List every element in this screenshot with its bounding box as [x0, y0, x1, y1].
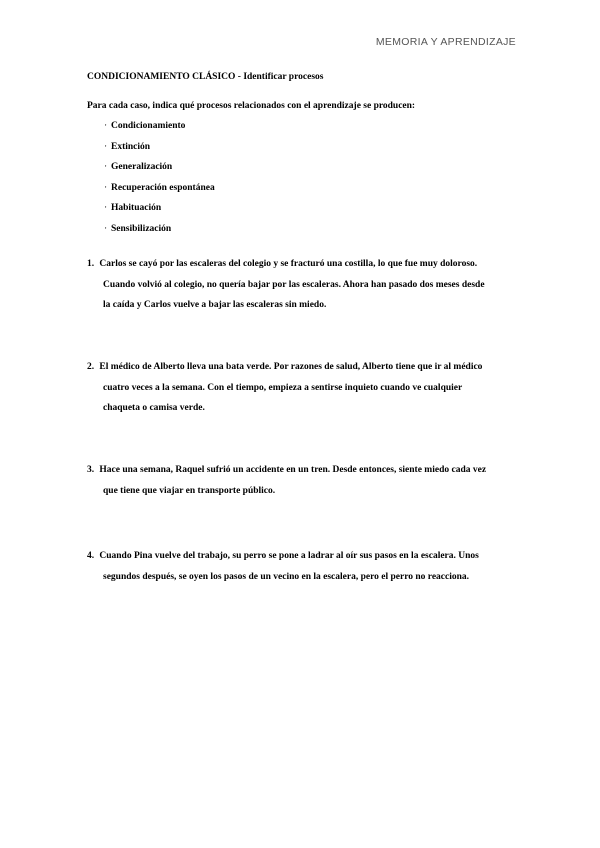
- question-text: El médico de Alberto lleva una bata verde. Por razones de salud, Alberto tiene que ir al médico: [99, 362, 483, 372]
- question-line: que tiene que viajar en transporte público.: [103, 485, 276, 496]
- process-label: Sensibilización: [111, 223, 172, 234]
- question-line: chaqueta o camisa verde.: [103, 403, 205, 413]
- question-1: [87, 254, 517, 316]
- list-item: [104, 222, 215, 243]
- question-number: 4.: [87, 551, 95, 561]
- document-title: [87, 72, 323, 82]
- question-3: [87, 460, 517, 501]
- running-header: MEMORIA Y APRENDIZAJE: [375, 36, 516, 48]
- bullet-icon: ·: [104, 182, 108, 193]
- question-text: Carlos se cayó por las escaleras del colegio y se fracturó una costilla, lo que fue muy doloroso.: [99, 259, 478, 269]
- title-main: CONDICIONAMIENTO CLÁSICO -: [87, 72, 244, 82]
- process-label: Generalización: [111, 162, 173, 172]
- bullet-icon: ·: [104, 141, 108, 152]
- question-number: 2.: [87, 362, 95, 372]
- question-number: 1.: [87, 259, 95, 269]
- list-item: [104, 201, 215, 222]
- question-line: cuatro veces a la semana. Con el tiempo, empieza a sentirse inquieto cuando ve cualquier: [103, 382, 463, 393]
- question-line: [87, 460, 517, 481]
- question-text: Hace una semana, Raquel sufrió un accidente en un tren. Desde entonces, siente miedo cada vez: [99, 465, 487, 475]
- title-subtitle: Identificar procesos: [243, 72, 324, 82]
- question-line: la caída y Carlos vuelve a bajar las escaleras sin miedo.: [103, 300, 327, 310]
- bullet-icon: ·: [104, 203, 108, 213]
- list-item: [104, 140, 215, 161]
- question-line: segundos después, se oyen los pasos de un vecino en la escalera, pero el perro no reacciona.: [103, 571, 470, 582]
- instructions: Para cada caso, indica qué procesos relacionados con el aprendizaje se producen:: [87, 101, 416, 111]
- question-line: Cuando volvió al colegio, no quería bajar por las escaleras. Ahora han pasado dos meses desde: [103, 279, 485, 290]
- question-line: [87, 546, 517, 567]
- bullet-icon: ·: [104, 121, 108, 131]
- process-label: Habituación: [111, 203, 162, 213]
- question-line: [87, 254, 517, 275]
- list-item: [104, 160, 215, 181]
- question-2: [87, 357, 517, 419]
- process-label: Recuperación espontánea: [111, 182, 215, 193]
- bullet-icon: ·: [104, 162, 108, 172]
- list-item: [104, 119, 215, 140]
- process-label: Condicionamiento: [111, 121, 186, 131]
- question-number: 3.: [87, 465, 95, 475]
- list-item: [104, 181, 215, 202]
- question-line: [87, 357, 517, 378]
- bullet-icon: ·: [104, 223, 108, 234]
- process-list: [104, 119, 215, 242]
- question-4: [87, 546, 517, 587]
- question-text: Cuando Pina vuelve del trabajo, su perro se pone a ladrar al oír sus pasos en la escalera. Unos: [99, 551, 479, 561]
- process-label: Extinción: [111, 141, 151, 152]
